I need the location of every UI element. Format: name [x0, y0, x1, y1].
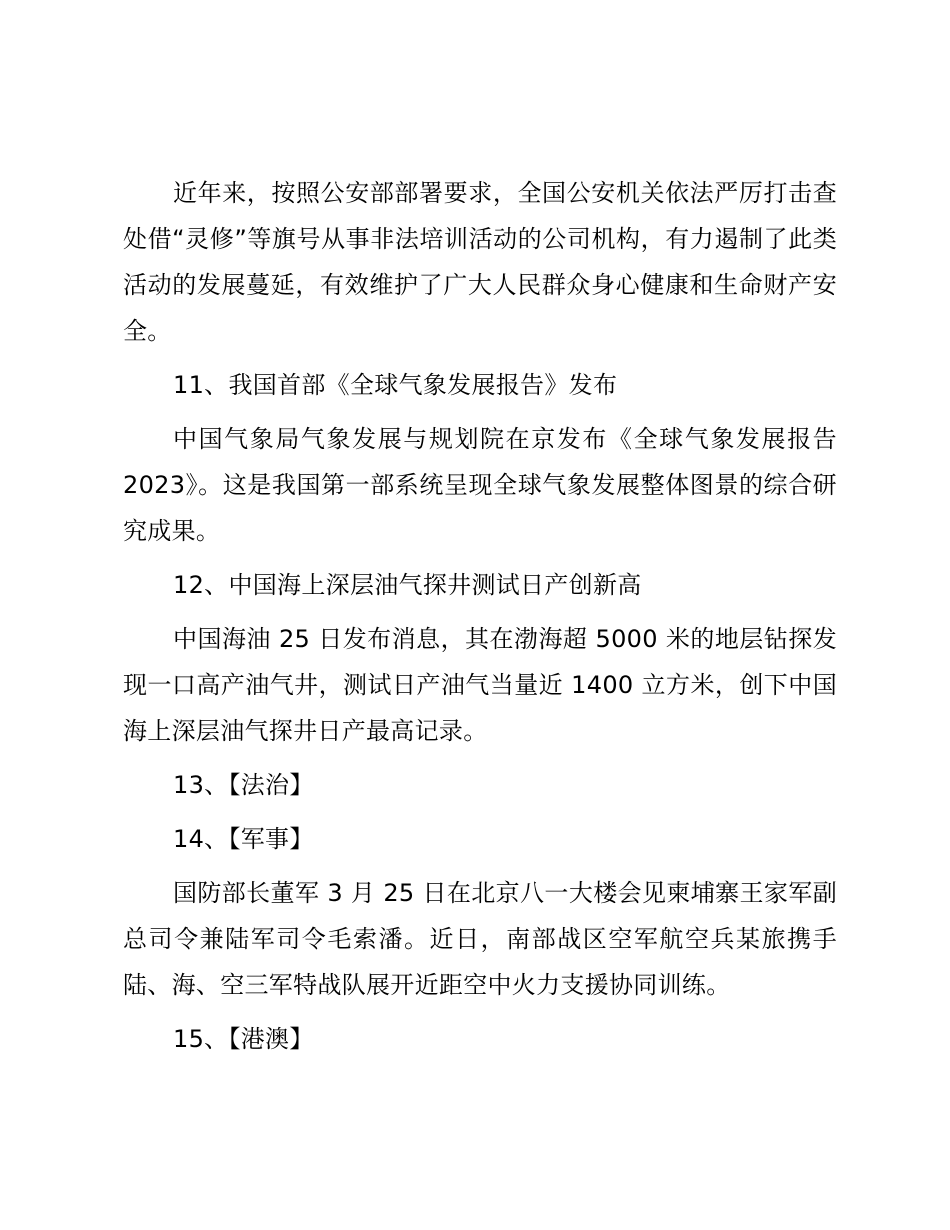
heading-15-hk-macao: 15、【港澳】: [173, 1025, 314, 1053]
heading-14-military: 14、【军事】: [173, 825, 314, 853]
paragraph-offshore-oil: 中国海油 25 日发布消息，其在渤海超 5000 米的地层钻探发现一口高产油气井，测试日产油气当量近 1400 立方米，创下中国海上深层油气探井日产最高记录。: [123, 625, 837, 745]
heading-13-law: 13、【法治】: [173, 771, 314, 799]
heading-12-offshore-oil: 12、中国海上深层油气探井测试日产创新高: [173, 571, 642, 599]
paragraph-weather-report: 中国气象局气象发展与规划院在京发布《全球气象发展报告2023》。这是我国第一部系统呈现全球气象发展整体图景的综合研究成果。: [123, 425, 837, 545]
paragraph-crackdown-lingxiu: 近年来，按照公安部部署要求，全国公安机关依法严厉打击查处借“灵修”等旗号从事非法培训活动的公司机构，有力遏制了此类活动的发展蔓延，有效维护了广大人民群众身心健康和生命财产安全。: [123, 179, 837, 345]
document-page: [123, 170, 837, 1070]
heading-11-weather-report: 11、我国首部《全球气象发展报告》发布: [173, 371, 618, 399]
paragraph-military: 国防部长董军 3 月 25 日在北京八一大楼会见柬埔寨王家军副总司令兼陆军司令毛索潘。近日，南部战区空军航空兵某旅携手陆、海、空三军特战队展开近距空中火力支援协同训练。: [123, 879, 837, 999]
